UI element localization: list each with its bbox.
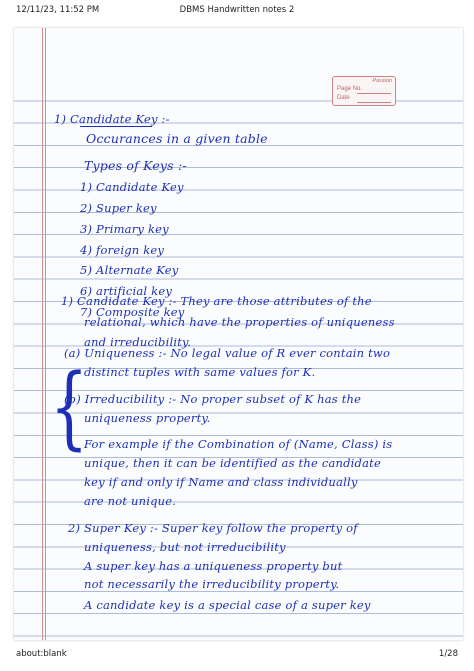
margin-line — [45, 28, 46, 640]
type-item: 2) Super key — [80, 201, 157, 215]
super-key-line: A super key has a uniqueness property but — [84, 559, 343, 573]
stamp-page-no: Page No. — [337, 86, 363, 92]
print-url: about:blank — [16, 649, 67, 659]
type-item: 6) artificial key — [80, 284, 173, 298]
page-stamp — [332, 76, 396, 106]
super-key-line: not necessarily the irreducibility property. — [84, 577, 340, 591]
candidate-def-line: 1) Candidate Key :- They are those attributes of the — [61, 294, 372, 308]
notebook-page — [14, 28, 463, 640]
types-heading: Types of Keys :- — [84, 158, 187, 173]
intro-heading: 1) Candidate Key :- — [54, 112, 170, 126]
stamp-page-line — [357, 93, 391, 94]
margin-line — [42, 28, 43, 640]
print-footer — [0, 649, 474, 663]
candidate-def-line: relational, which have the properties of uniqueness — [84, 315, 395, 329]
print-header — [0, 3, 474, 19]
stamp-date-line — [357, 102, 391, 103]
stamp-brand: Passion — [372, 78, 392, 84]
type-item: 4) foreign key — [80, 243, 165, 257]
super-key-line: uniqueness, but not irreducibility — [84, 540, 286, 554]
uniqueness-line: distinct tuples with same values for K. — [84, 365, 316, 379]
intro-text: Occurances in a given table — [86, 131, 268, 146]
example-line: For example if the Combination of (Name, Class) is — [84, 437, 393, 451]
print-timestamp: 12/11/23, 11:52 PM — [16, 5, 100, 15]
example-line: are not unique. — [84, 494, 177, 508]
example-line: unique, then it can be identified as the candidate — [84, 456, 382, 470]
super-key-line: A candidate key is a special case of a super key — [84, 598, 371, 612]
example-line: key if and only if Name and class individually — [84, 475, 358, 489]
print-title: DBMS Handwritten notes 2 — [179, 5, 295, 15]
irreducibility-line: (b) Irreducibility :- No proper subset of K has the — [64, 392, 362, 406]
stamp-date: Date — [337, 95, 350, 101]
heading-underline — [80, 126, 152, 127]
candidate-def-line: and irreducibility. — [84, 335, 192, 349]
print-page-number: 1/28 — [438, 649, 458, 659]
type-item: 7) Composite key — [80, 305, 185, 319]
curly-brace: { — [50, 355, 89, 461]
type-item: 1) Candidate Key — [80, 180, 184, 194]
type-item: 3) Primary key — [80, 222, 169, 236]
type-item: 5) Alternate Key — [80, 263, 179, 277]
super-key-line: 2) Super Key :- Super key follow the property of — [68, 521, 358, 535]
page-top-blank — [14, 28, 463, 80]
irreducibility-line: uniqueness property. — [84, 411, 211, 425]
uniqueness-line: (a) Uniqueness :- No legal value of R ever contain two — [64, 346, 391, 360]
